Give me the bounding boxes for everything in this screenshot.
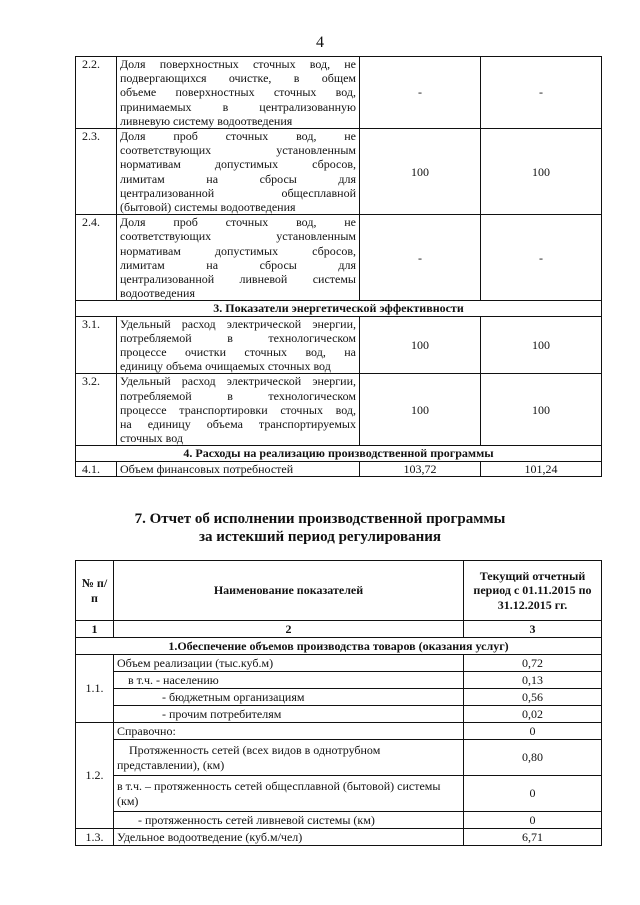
table-row <box>76 672 602 689</box>
row-number: 3.2. <box>76 374 117 446</box>
row-value: 0 <box>464 776 602 812</box>
row-value: 0 <box>464 723 602 740</box>
description-line: соответствующих установленным <box>120 143 356 158</box>
table-row <box>76 129 602 215</box>
row-label: в т.ч. – протяженность сетей общесплавной (бытовой) системы (км) <box>114 776 464 812</box>
section-heading: 1.Обеспечение объемов производства товаров (оказания услуг) <box>76 638 602 655</box>
row-value: 0,13 <box>464 672 602 689</box>
row-value: - <box>481 215 602 301</box>
description-line: процессе транспортировки сточных вод, <box>120 402 356 417</box>
section-heading-row <box>76 638 602 655</box>
description-line: Доля поверхностных сточных вод, не <box>120 57 356 71</box>
row-value: 100 <box>481 316 602 374</box>
table-row <box>76 706 602 723</box>
row-value: 103,72 <box>360 461 481 476</box>
section7-title-line2: за истекший период регулирования <box>198 529 442 545</box>
table-row <box>76 829 602 846</box>
row-number: 1.3. <box>76 829 114 846</box>
row-description <box>117 374 360 446</box>
table-row <box>76 723 602 740</box>
description-line: потребляемой в технологическом <box>120 388 356 403</box>
header-num: № п/п <box>76 561 114 621</box>
col-number: 2 <box>114 621 464 638</box>
description-line: сточных вод <box>120 431 183 446</box>
row-value: 0,80 <box>464 740 602 776</box>
row-value: 100 <box>360 129 481 215</box>
row-number: 4.1. <box>76 461 117 476</box>
description-line: лимитам на сбросы для <box>120 257 356 272</box>
row-value: - <box>360 215 481 301</box>
header-name: Наименование показателей <box>114 561 464 621</box>
col-number: 3 <box>464 621 602 638</box>
row-description <box>117 129 360 215</box>
row-label: в т.ч. - населению <box>114 672 464 689</box>
row-number: 2.2. <box>76 57 117 129</box>
section7-title-line1: 7. Отчет об исполнении производственной программы <box>134 511 506 527</box>
row-number: 1.2. <box>76 723 114 829</box>
row-description <box>117 215 360 301</box>
row-number: 2.4. <box>76 215 117 301</box>
description-line: Удельный расход электрической энергии, <box>120 316 356 331</box>
description-line: Доля проб сточных вод, не <box>120 215 356 230</box>
row-value: 0,72 <box>464 655 602 672</box>
indicators-table <box>75 56 602 477</box>
description-line: ливневую систему водоотведения <box>120 113 293 128</box>
description-line: водоотведения <box>120 286 195 301</box>
row-value: 100 <box>360 316 481 374</box>
row-value: - <box>481 57 602 129</box>
description-line: централизованной общесплавной <box>120 185 356 200</box>
row-label: Удельное водоотведение (куб.м/чел) <box>114 829 464 846</box>
table-row <box>76 461 602 476</box>
col-number: 1 <box>76 621 114 638</box>
table-row <box>76 316 602 374</box>
row-label: Объем реализации (тыс.куб.м) <box>114 655 464 672</box>
description-line: (бытовой) системы водоотведения <box>120 200 296 215</box>
row-value: 101,24 <box>481 461 602 476</box>
row-value: 0,02 <box>464 706 602 723</box>
row-value: 100 <box>481 374 602 446</box>
description-line: единицу объема очищаемых сточных вод <box>120 359 331 374</box>
description-line: на единицу объема транспортируемых <box>120 417 356 432</box>
row-description <box>117 57 360 129</box>
page-number: 4 <box>316 34 324 51</box>
row-description <box>117 316 360 374</box>
table-row <box>76 374 602 446</box>
row-description <box>117 461 360 476</box>
section-heading-row <box>76 301 602 316</box>
table-row <box>76 740 602 776</box>
table-row <box>76 215 602 301</box>
description-line: централизованной ливневой системы <box>120 272 356 287</box>
table-row <box>76 776 602 812</box>
row-value: 100 <box>360 374 481 446</box>
row-value: - <box>360 57 481 129</box>
row-label: - бюджетным организациям <box>114 689 464 706</box>
table-row <box>76 812 602 829</box>
row-label: Протяженность сетей (всех видов в однотрубном представлении), (км) <box>114 740 464 776</box>
description-line: Доля проб сточных вод, не <box>120 129 356 144</box>
row-number: 3.1. <box>76 316 117 374</box>
description-line: подвергающихся очистке, в общем <box>120 71 356 86</box>
table-row <box>76 655 602 672</box>
table-row <box>76 689 602 706</box>
report-table <box>75 560 602 846</box>
row-value: 0,56 <box>464 689 602 706</box>
column-number-row <box>76 621 602 638</box>
row-value: 0 <box>464 812 602 829</box>
row-label: - прочим потребителям <box>114 706 464 723</box>
description-line: Удельный расход электрической энергии, <box>120 374 356 389</box>
description-line: нормативам допустимых сбросов, <box>120 157 356 172</box>
header-period: Текущий отчетный период с 01.11.2015 по 31.12.2015 гг. <box>464 561 602 621</box>
row-label: Справочно: <box>114 723 464 740</box>
section-heading-row <box>76 446 602 461</box>
description-line: лимитам на сбросы для <box>120 171 356 186</box>
table-row <box>76 57 602 129</box>
row-value: 100 <box>481 129 602 215</box>
section-heading: 4. Расходы на реализацию производственной программы <box>76 446 602 461</box>
description-line: нормативам допустимых сбросов, <box>120 243 356 258</box>
description-line: Объем финансовых потребностей <box>120 461 294 476</box>
header-row <box>76 561 602 621</box>
description-line: соответствующих установленным <box>120 229 356 244</box>
description-line: принимаемых в централизованную <box>120 99 356 114</box>
row-label: - протяженность сетей ливневой системы (км) <box>114 812 464 829</box>
description-line: объеме поверхностных сточных вод, <box>120 85 356 100</box>
description-line: процессе очистки сточных вод, на <box>120 345 356 360</box>
row-number: 2.3. <box>76 129 117 215</box>
row-number: 1.1. <box>76 655 114 723</box>
row-value: 6,71 <box>464 829 602 846</box>
description-line: потребляемой в технологическом <box>120 330 356 345</box>
section-heading: 3. Показатели энергетической эффективности <box>76 301 602 316</box>
